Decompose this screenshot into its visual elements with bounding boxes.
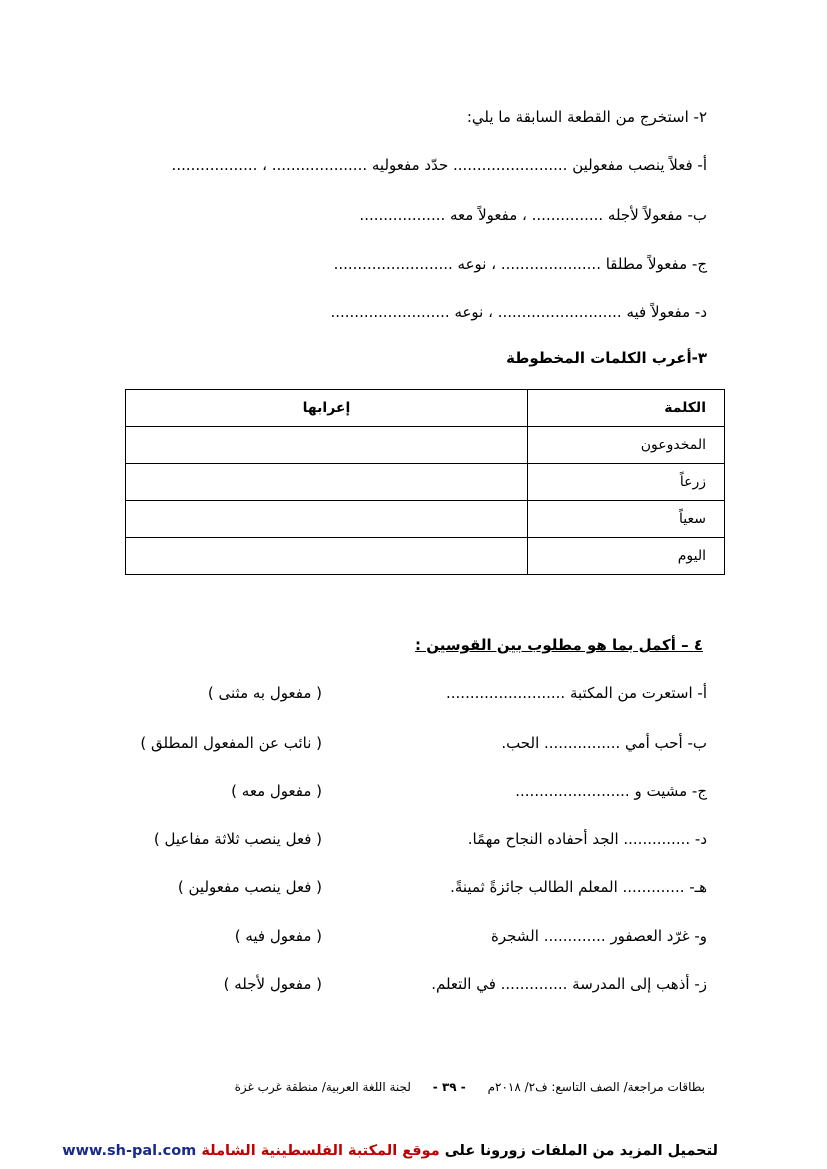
- table-cell-word: اليوم: [528, 538, 725, 575]
- table-header-parse: إعرابها: [126, 390, 528, 427]
- table-row: [126, 427, 725, 464]
- table-header-word: الكلمة: [528, 390, 725, 427]
- q4-item-text: ز- أذهب إلى المدرسة .............. في التعلم.: [431, 975, 707, 993]
- download-banner: [62, 1143, 718, 1159]
- footer-right: لجنة اللغة العربية/ منطقة غرب غزة: [234, 1080, 411, 1094]
- q2-item-c: ج- مفعولاً مطلقا ..................... ، نوعه .........................: [333, 255, 707, 273]
- q2-item-a: أ- فعلاً ينصب مفعولين ........................ حدّد مفعوليه .................... ، ..................: [171, 156, 707, 174]
- page-footer: [205, 1080, 705, 1094]
- q4-item-text: أ- استعرت من المكتبة .........................: [446, 684, 707, 702]
- banner-lead: لتحميل المزيد من الملفات زورونا على: [444, 1143, 718, 1159]
- q4-item-hint: ( مفعول فيه ): [234, 927, 322, 945]
- q4-item-text: هـ- ............. المعلم الطالب جائزةً ثمينةً.: [450, 878, 707, 896]
- q2-heading: ٢- استخرج من القطعة السابقة ما يلي:: [466, 108, 707, 126]
- q4-item-hint: ( نائب عن المفعول المطلق ): [140, 734, 322, 752]
- q4-item-text: و- غرّد العصفور ............. الشجرة: [490, 927, 707, 945]
- q4-item-hint: ( مفعول لأجله ): [223, 975, 322, 993]
- q2-item-b: ب- مفعولاً لأجله ............... ، مفعولاً معه ..................: [359, 206, 707, 224]
- table-cell-answer[interactable]: [126, 427, 528, 464]
- table-row: [126, 538, 725, 575]
- table-header-row: [126, 390, 725, 427]
- q4-item-text: ج- مشيت و ........................: [515, 782, 707, 800]
- table-cell-answer[interactable]: [126, 501, 528, 538]
- q4-item-hint: ( مفعول به مثنى ): [207, 684, 322, 702]
- banner-url[interactable]: www.sh-pal.com: [62, 1143, 197, 1159]
- table-cell-answer[interactable]: [126, 464, 528, 501]
- q4-item-hint: ( فعل ينصب مفعولين ): [177, 878, 322, 896]
- table-cell-answer[interactable]: [126, 538, 528, 575]
- q4-item-text: د- .............. الجد أحفاده النجاح مهمًا.: [467, 830, 707, 848]
- q4-item-hint: ( مفعول معه ): [231, 782, 322, 800]
- page-number: - ٣٩ -: [432, 1080, 466, 1094]
- banner-site-name[interactable]: موقع المكتبة الفلسطينية الشاملة: [201, 1143, 440, 1159]
- q4-heading: ٤ – أكمل بما هو مطلوب بين القوسين :: [415, 636, 703, 654]
- parsing-table: [125, 389, 725, 575]
- q2-item-d: د- مفعولاً فيه .......................... ، نوعه .........................: [330, 303, 707, 321]
- q4-item-text: ب- أحب أمي ................ الحب.: [501, 734, 707, 752]
- table-cell-word: سعياً: [528, 501, 725, 538]
- footer-left: بطاقات مراجعة/ الصف التاسع: ف٢/ ٢٠١٨م: [487, 1080, 705, 1094]
- table-row: [126, 464, 725, 501]
- table-cell-word: المخدوعون: [528, 427, 725, 464]
- q4-item-hint: ( فعل ينصب ثلاثة مفاعيل ): [153, 830, 322, 848]
- table-cell-word: زرعاً: [528, 464, 725, 501]
- table-row: [126, 501, 725, 538]
- q3-heading: ٣-أعرب الكلمات المخطوطة: [506, 349, 707, 367]
